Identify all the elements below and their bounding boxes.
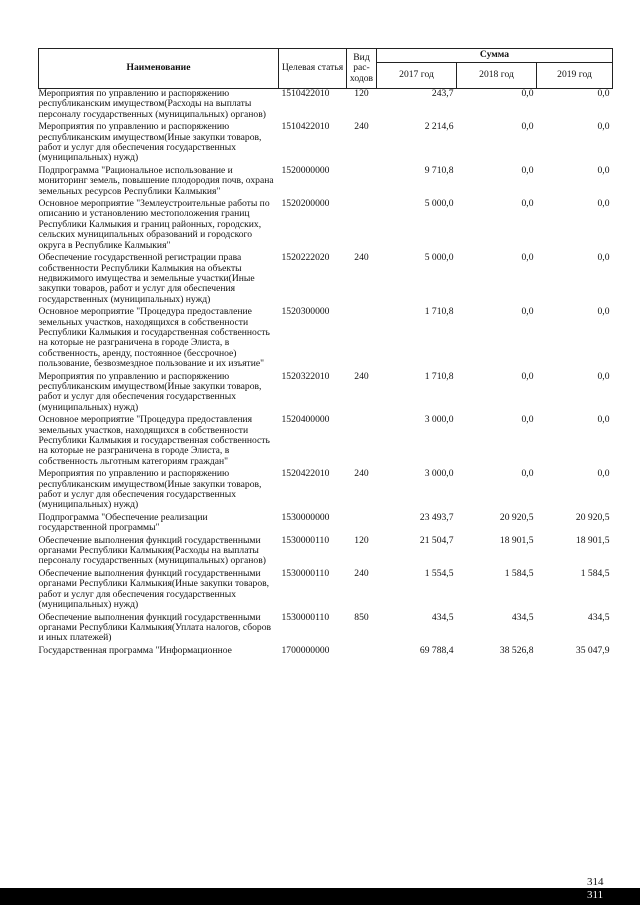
row-2019: 0,0 (597, 468, 610, 480)
row-2019: 0,0 (597, 88, 610, 99)
row-2017: 3 000,0 (424, 468, 454, 480)
row-name: Основное мероприятие "Землеустроительные работы по описанию и установлению местоположения границ Республики Калмыкия и границ районных, городских, сельских муниципальных образований и городского округа в Республике Калмыкия" (38, 198, 270, 251)
header-2017: 2017 год (377, 63, 457, 89)
row-name: Основное мероприятие "Процедура предоставления земельных участков, находящихся в собственности Республики Калмыкия и государственная собственность на которые не разграничена в городе Элиста, в собственность льготным категориям граждан" (38, 414, 270, 467)
row-2018: 434,5 (511, 611, 534, 623)
table-row (39, 89, 613, 123)
row-2018: 0,0 (521, 198, 534, 210)
table-row (39, 253, 613, 307)
row-name: Основное мероприятие "Процедура предоставление земельных участков, находящихся в собственности Республики Калмыкия и государственная собственность на которые не разграничена в городе Элиста, в собственность, аренду, постоянное (бессрочное) пользование, безвозмездное пользование и их изъятие" (38, 306, 270, 370)
page-number-bottom: 311 (587, 889, 604, 901)
row-2019: 0,0 (597, 252, 610, 264)
row-2017: 3 000,0 (424, 414, 454, 426)
header-sum: Сумма (377, 49, 613, 63)
header-2019: 2019 год (537, 63, 613, 89)
header-target-article: Целевая статья (279, 49, 347, 89)
row-name: Государственная программа "Информационное (38, 644, 232, 656)
row-2018: 1 584,5 (504, 567, 534, 579)
row-expense-type: 240 (354, 468, 369, 480)
row-code: 1520200000 (281, 198, 330, 210)
row-2019: 0,0 (597, 164, 610, 176)
table-body (39, 89, 613, 659)
row-name: Мероприятия по управлению и распоряжению республиканским имуществом(Иные закупки товаров, работ и услуг для обеспечения государственных (муниципальных) нужд) (38, 370, 262, 413)
row-name: Мероприятия по управлению и распоряжению республиканским имуществом(Иные закупки товаров, работ и услуг для обеспечения государственных (муниципальных) нужд) (38, 468, 262, 511)
scan-footer-bar (0, 888, 640, 905)
table-row (39, 536, 613, 569)
row-name: Подпрограмма "Обеспечение реализации государственной программы" (38, 511, 208, 534)
table-row (39, 613, 613, 646)
row-2019: 0,0 (597, 121, 610, 133)
row-2017: 23 493,7 (419, 511, 454, 523)
row-2019: 1 584,5 (580, 567, 610, 579)
row-expense-type (347, 646, 377, 658)
row-expense-type (347, 166, 377, 199)
row-name: Мероприятия по управлению и распоряжению республиканским имуществом(Иные закупки товаров, работ и услуг для обеспечения государственных (муниципальных) нужд) (38, 121, 262, 164)
row-2018: 0,0 (521, 164, 534, 176)
row-expense-type: 120 (354, 534, 369, 546)
row-2018: 0,0 (521, 306, 534, 318)
row-2017: 2 214,6 (424, 121, 454, 133)
row-2019: 0,0 (597, 370, 610, 382)
row-2017: 5 000,0 (424, 252, 454, 264)
row-2017: 1 710,8 (424, 306, 454, 318)
row-name: Обеспечение выполнения функций государственными органами Республики Калмыкия(Иные закупки товаров, работ и услуг для обеспечения государственных (муниципальных) нужд) (38, 567, 270, 611)
table-row (39, 569, 613, 613)
row-name: Мероприятия по управлению и распоряжению республиканским имуществом(Расходы на выплаты персоналу государственных (муниципальных) органов) (38, 88, 266, 120)
row-expense-type (347, 513, 377, 536)
row-2018: 0,0 (521, 370, 534, 382)
row-2018: 18 901,5 (499, 534, 534, 546)
row-code: 1520222020 (281, 252, 330, 264)
row-code: 1520400000 (281, 414, 330, 426)
row-2019: 0,0 (597, 414, 610, 426)
row-code: 1530000000 (281, 511, 330, 523)
table-row (39, 199, 613, 253)
row-2017: 243,7 (431, 88, 454, 99)
row-2019: 434,5 (587, 611, 610, 623)
row-code: 1700000000 (281, 644, 330, 656)
row-2018: 0,0 (521, 121, 534, 133)
row-code: 1530000110 (281, 567, 330, 579)
header-expense-type: Вид рас-ходов (347, 49, 377, 89)
row-expense-type (347, 415, 377, 469)
row-2018: 0,0 (521, 468, 534, 480)
table-row (39, 372, 613, 416)
row-code: 1520300000 (281, 306, 330, 318)
row-2017: 1 710,8 (424, 370, 454, 382)
row-2018: 38 526,8 (499, 644, 534, 656)
budget-table (38, 48, 613, 658)
row-code: 1520000000 (281, 164, 330, 176)
row-expense-type: 240 (354, 567, 369, 579)
row-expense-type: 850 (354, 611, 369, 623)
row-code: 1520322010 (281, 370, 330, 382)
row-name: Подпрограмма "Рациональное использование и мониторинг земель, повышение плодородия почв, охрана земельных ресурсов Республики Калмыкия" (38, 164, 274, 197)
row-expense-type (347, 307, 377, 371)
row-expense-type (347, 199, 377, 253)
row-2019: 0,0 (597, 198, 610, 210)
row-expense-type: 240 (354, 370, 369, 382)
row-2018: 0,0 (521, 88, 534, 99)
row-name: Обеспечение выполнения функций государственными органами Республики Калмыкия(Расходы на выплаты персоналу государственных (муниципальных) органов) (38, 534, 266, 567)
row-2018: 20 920,5 (499, 511, 534, 523)
row-name: Обеспечение государственной регистрации права собственности Республики Калмыкия на объекты недвижимого имущества и земельные участки(Иные закупки товаров, работ и услуг для обеспечения государственных (муниципальных) нужд) (38, 252, 255, 305)
page-number-top: 314 (587, 876, 604, 888)
header-name: Наименование (39, 49, 279, 89)
row-2017: 21 504,7 (419, 534, 454, 546)
row-2017: 9 710,8 (424, 164, 454, 176)
row-2019: 18 901,5 (575, 534, 610, 546)
table-row (39, 166, 613, 199)
row-name: Обеспечение выполнения функций государственными органами Республики Калмыкия(Уплата налогов, сборов и иных платежей) (38, 611, 272, 644)
row-expense-type: 120 (354, 88, 369, 99)
row-2017: 5 000,0 (424, 198, 454, 210)
row-2018: 0,0 (521, 252, 534, 264)
row-2018: 0,0 (521, 414, 534, 426)
table-row (39, 513, 613, 536)
row-code: 1510422010 (281, 121, 330, 133)
header-2018: 2018 год (457, 63, 537, 89)
row-2017: 434,5 (431, 611, 454, 623)
table-row (39, 122, 613, 166)
table-row (39, 469, 613, 513)
row-2019: 20 920,5 (575, 511, 610, 523)
table-row (39, 415, 613, 469)
table-header (39, 49, 613, 89)
row-expense-type: 240 (354, 121, 369, 133)
row-code: 1530000110 (281, 611, 330, 623)
row-code: 1530000110 (281, 534, 330, 546)
row-2019: 0,0 (597, 306, 610, 318)
row-code: 1520422010 (281, 468, 330, 480)
table-row (39, 646, 613, 658)
row-expense-type: 240 (354, 252, 369, 264)
row-2017: 69 788,4 (419, 644, 454, 656)
row-2019: 35 047,9 (575, 644, 610, 656)
row-code: 1510422010 (281, 88, 330, 99)
row-2017: 1 554,5 (424, 567, 454, 579)
table-row (39, 307, 613, 371)
